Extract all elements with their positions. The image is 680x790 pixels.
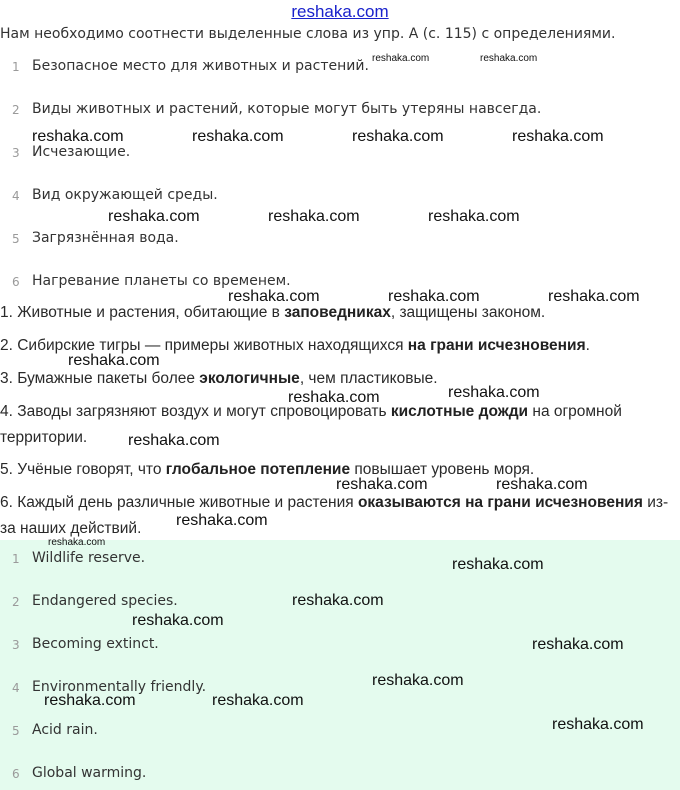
watermark: reshaka.com [128,432,220,449]
watermark: reshaka.com [176,512,268,529]
item-text: Вид окружающей среды. [32,187,218,203]
item-number: 1 [12,60,20,74]
watermark: reshaka.com [212,692,304,709]
example-sentence [0,490,676,542]
sentence-text: , защищены законом. [390,304,546,321]
task-intro: Нам необходимо соотнести выделенные слова из упр. A (с. 115) с определениями. [0,26,616,42]
item-text: Acid rain. [32,722,98,738]
watermark: reshaka.com [192,128,284,145]
watermark: reshaka.com [548,288,640,305]
watermark: reshaka.com [452,556,544,573]
item-number: 6 [12,275,20,289]
item-number: 5 [12,232,20,246]
item-text: Wildlife reserve. [32,550,146,566]
item-number: 2 [12,595,20,609]
item-number: 3 [12,638,20,652]
highlighted-term: на грани исчезновения [407,337,586,354]
item-number: 2 [12,103,20,117]
watermark: reshaka.com [288,389,380,406]
watermark: reshaka.com [48,537,106,548]
sentence-text: 1. Животные и растения, обитающие в [0,304,285,321]
watermark: reshaka.com [352,128,444,145]
sentence-text: повышает уровень моря. [350,461,535,478]
highlighted-term: оказываются на грани исчезновения [357,494,643,511]
highlighted-term: кислотные дожди [390,403,529,420]
watermark: reshaka.com [68,352,160,369]
watermark: reshaka.com [336,476,428,493]
item-number: 3 [12,146,20,160]
watermark: reshaka.com [32,128,124,145]
watermark: reshaka.com [428,208,520,225]
sentence-text: 3. Бумажные пакеты более [0,370,200,387]
sentence-text: 5. Учёные говорят, что [0,461,166,478]
watermark: reshaka.com [372,53,430,64]
watermark: reshaka.com [228,288,320,305]
watermark: reshaka.com [44,692,136,709]
item-text: Becoming extinct. [32,636,159,652]
watermark: reshaka.com [372,672,464,689]
item-text: Виды животных и растений, которые могут быть утеряны навсегда. [32,101,542,117]
watermark: reshaka.com [448,384,540,401]
item-number: 4 [12,681,20,695]
watermark: reshaka.com [480,53,538,64]
item-text: Global warming. [32,765,147,781]
site-title-link[interactable]: reshaka.com [291,2,389,21]
sentence-text: , чем пластиковые. [299,370,438,387]
sentence-text: на огромной территории. [0,403,622,446]
watermark: reshaka.com [512,128,604,145]
item-text: Endangered species. [32,593,178,609]
item-text: Исчезающие. [32,144,131,160]
sentence-text: . [585,337,590,354]
item-text: Нагревание планеты со временем. [32,273,291,289]
item-number: 6 [12,767,20,781]
watermark: reshaka.com [388,288,480,305]
item-text: Environmentally friendly. [32,679,207,695]
watermark: reshaka.com [132,612,224,629]
answers-panel [0,540,680,790]
item-text: Безопасное место для животных и растений. [32,58,369,74]
watermark: reshaka.com [268,208,360,225]
sentence-text: 4. Заводы загрязняют воздух и могут спровоцировать [0,403,391,420]
watermark: reshaka.com [532,636,624,653]
highlighted-term: экологичные [199,370,300,387]
item-text: Загрязнённая вода. [32,230,179,246]
sentence-text: 6. Каждый день различные животные и растения [0,494,358,511]
sentence-text: из-за наших действий. [0,494,669,537]
item-number: 5 [12,724,20,738]
item-number: 1 [12,552,20,566]
watermark: reshaka.com [108,208,200,225]
sentence-text: 2. Сибирские тигры — примеры животных находящихся [0,337,408,354]
item-number: 4 [12,189,20,203]
highlighted-term: глобальное потепление [165,461,351,478]
watermark: reshaka.com [292,592,384,609]
highlighted-term: заповедниках [284,304,391,321]
watermark: reshaka.com [496,476,588,493]
watermark: reshaka.com [552,716,644,733]
